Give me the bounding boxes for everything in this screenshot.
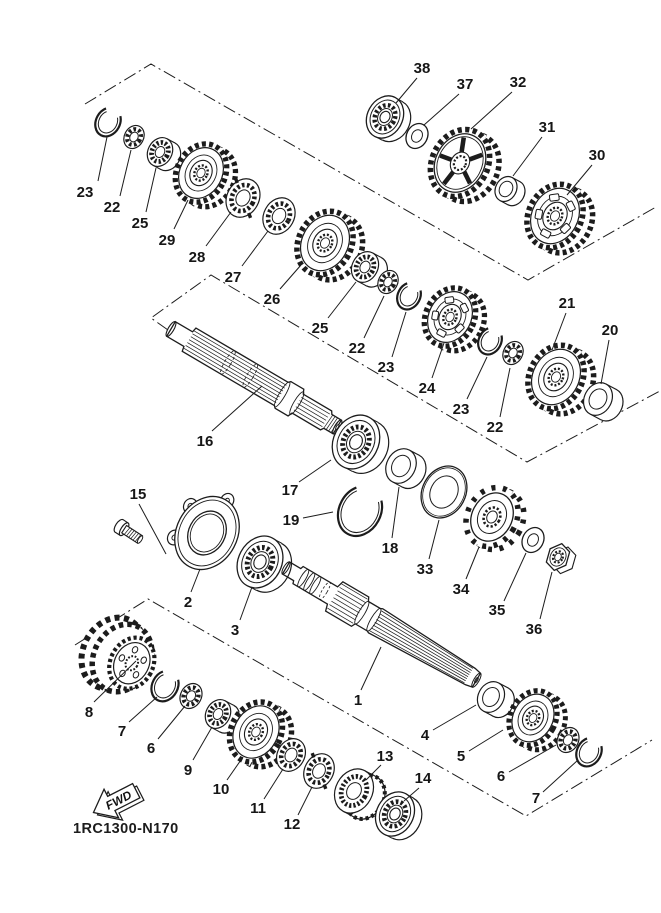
callout-9[interactable]: 9	[183, 762, 193, 779]
callout-3[interactable]: 3	[230, 622, 240, 639]
callout-leader-27	[242, 231, 268, 266]
callout-leader-35	[504, 553, 526, 601]
callout-leader-17	[299, 460, 331, 482]
callout-8[interactable]: 8	[84, 704, 94, 721]
callout-18[interactable]: 18	[381, 540, 399, 557]
washer-37	[402, 120, 433, 153]
dog-gear-30	[515, 173, 604, 265]
callout-35[interactable]: 35	[488, 602, 506, 619]
callout-25[interactable]: 25	[131, 215, 149, 232]
callout-leader-2	[191, 569, 200, 592]
callout-leader-20	[601, 340, 609, 384]
circlip-23a	[90, 103, 125, 141]
screw-15	[112, 518, 145, 547]
callout-leader-25	[146, 168, 156, 212]
callout-leader-22	[120, 150, 131, 196]
diagram-parts	[69, 89, 628, 847]
callout-leader-28	[206, 212, 231, 246]
callout-leader-31	[513, 137, 542, 176]
callout-leader-7	[129, 697, 157, 722]
spline-washer-22c	[499, 338, 527, 368]
washer-35	[518, 524, 549, 557]
callout-6[interactable]: 6	[146, 740, 156, 757]
callout-leader-6	[158, 706, 185, 739]
callout-leader-38	[396, 78, 417, 103]
callout-leader-25	[328, 282, 356, 318]
callout-leader-36	[540, 572, 552, 619]
callout-7[interactable]: 7	[117, 723, 127, 740]
callout-34[interactable]: 34	[452, 581, 470, 598]
callout-leader-19	[303, 512, 333, 518]
callout-22[interactable]: 22	[348, 340, 366, 357]
callout-14[interactable]: 14	[414, 770, 432, 787]
callout-15[interactable]: 15	[129, 486, 147, 503]
callout-leader-34	[466, 547, 479, 579]
callout-37[interactable]: 37	[456, 76, 474, 93]
nut-36	[542, 540, 580, 577]
callout-leader-6	[509, 745, 556, 772]
callout-7[interactable]: 7	[531, 790, 541, 807]
callout-leader-7	[543, 760, 578, 792]
circlip-23c	[474, 323, 507, 358]
callout-leader-11	[264, 769, 283, 799]
callout-leader-23	[98, 137, 107, 181]
callout-13[interactable]: 13	[376, 748, 394, 765]
callout-27[interactable]: 27	[224, 269, 242, 286]
callout-leader-26	[280, 265, 301, 289]
callout-leader-23	[467, 357, 487, 399]
callout-16[interactable]: 16	[196, 433, 214, 450]
callout-leader-5	[469, 730, 503, 751]
callout-leader-4	[433, 705, 476, 730]
callout-leader-9	[193, 727, 212, 760]
callout-leader-18	[392, 487, 399, 538]
callout-17[interactable]: 17	[281, 482, 299, 499]
callout-23[interactable]: 23	[377, 359, 395, 376]
callout-leader-10	[227, 757, 243, 780]
callout-33[interactable]: 33	[416, 561, 434, 578]
callout-23[interactable]: 23	[76, 184, 94, 201]
part-code-label: 1RC1300-N170	[73, 821, 179, 837]
callout-23[interactable]: 23	[452, 401, 470, 418]
callout-29[interactable]: 29	[158, 232, 176, 249]
callout-28[interactable]: 28	[188, 249, 206, 266]
drive-axle-1	[275, 552, 487, 696]
callout-36[interactable]: 36	[525, 621, 543, 638]
callout-38[interactable]: 38	[413, 60, 431, 77]
callout-leader-37	[424, 94, 459, 125]
callout-leader-15	[139, 504, 166, 554]
spline-washer-6a	[176, 680, 207, 713]
callout-30[interactable]: 30	[588, 147, 606, 164]
circlip-7a	[146, 666, 184, 706]
callout-22[interactable]: 22	[103, 199, 121, 216]
callout-leader-32	[471, 92, 512, 129]
callout-26[interactable]: 26	[263, 291, 281, 308]
callout-leader-22	[500, 368, 510, 417]
callout-25[interactable]: 25	[311, 320, 329, 337]
callout-31[interactable]: 31	[538, 119, 556, 136]
bushing-31	[491, 173, 530, 210]
gear-cluster-8	[69, 607, 168, 706]
fwd-arrow-label: FWD	[103, 787, 135, 813]
callout-leader-16	[212, 386, 262, 431]
callout-20[interactable]: 20	[601, 322, 619, 339]
callout-5[interactable]: 5	[456, 748, 466, 765]
callout-22[interactable]: 22	[486, 419, 504, 436]
callout-19[interactable]: 19	[282, 512, 300, 529]
callout-leader-1	[361, 647, 381, 690]
callout-leader-23	[392, 312, 406, 357]
callout-2[interactable]: 2	[183, 594, 193, 611]
callout-leader-24	[432, 343, 444, 378]
callout-24[interactable]: 24	[418, 380, 436, 397]
callout-leader-3	[240, 587, 252, 620]
spline-washer-27	[257, 192, 302, 240]
bushing-20	[578, 378, 629, 426]
callout-21[interactable]: 21	[558, 295, 576, 312]
circlip-19	[329, 478, 390, 543]
callout-10[interactable]: 10	[212, 781, 230, 798]
callout-1[interactable]: 1	[353, 692, 363, 709]
callout-leader-12	[298, 787, 312, 815]
callout-32[interactable]: 32	[509, 74, 527, 91]
spline-washer-22a	[120, 122, 148, 152]
spline-washer-6b	[553, 724, 584, 757]
callout-6[interactable]: 6	[496, 768, 506, 785]
callout-4[interactable]: 4	[420, 727, 430, 744]
callout-leader-29	[174, 200, 188, 229]
callout-leader-22	[364, 296, 384, 338]
callout-11[interactable]: 11	[250, 800, 266, 817]
callout-12[interactable]: 12	[283, 816, 301, 833]
callout-leader-33	[429, 520, 439, 559]
